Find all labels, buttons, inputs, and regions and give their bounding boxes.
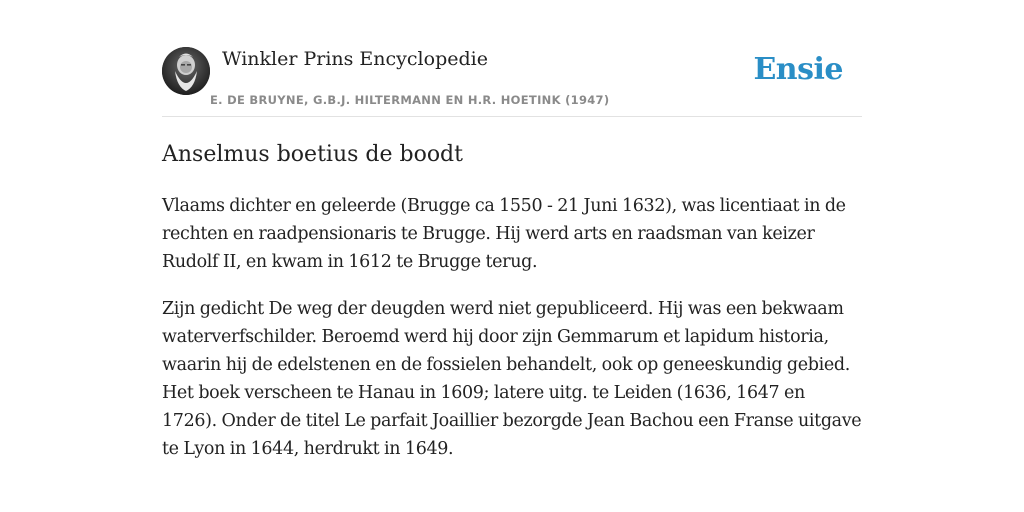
article-paragraph: Zijn gedicht De weg der deugden werd niet gepubliceerd. Hij was een bekwaam waterverfschilder. Beroemd werd hij door zijn Gemmarum et lapidum historia, waarin hij de edelstenen en de fossielen behandelt, ook op geneeskundig gebied. Het boek verscheen te Hanau in 1609; latere uitg. te Leiden (1636, 1647 en 1726). Onder de titel Le parfait Joaillier bezorgde Jean Bachou een Franse uitgave te Lyon in 1644, herdrukt in 1649. [162,299,862,459]
ensie-logo-link[interactable]: Ensie [753,52,843,87]
article-paragraph: Vlaams dichter en geleerde (Brugge ca 1550 - 21 Juni 1632), was licentiaat in de rechten en raadpensionaris te Brugge. Hij werd arts en raadsman van keizer Rudolf II, en kwam in 1612 te Brugge terug. [162,196,846,272]
authors-line: E. DE BRUYNE, G.B.J. HILTERMANN EN H.R. HOETINK (1947) [210,93,610,107]
article-body [162,192,864,482]
encyclopedia-header [162,46,862,117]
portrait-icon[interactable] [162,47,210,95]
article-title: Anselmus boetius de boodt [162,142,463,167]
encyclopedia-title[interactable]: Winkler Prins Encyclopedie [222,48,488,70]
